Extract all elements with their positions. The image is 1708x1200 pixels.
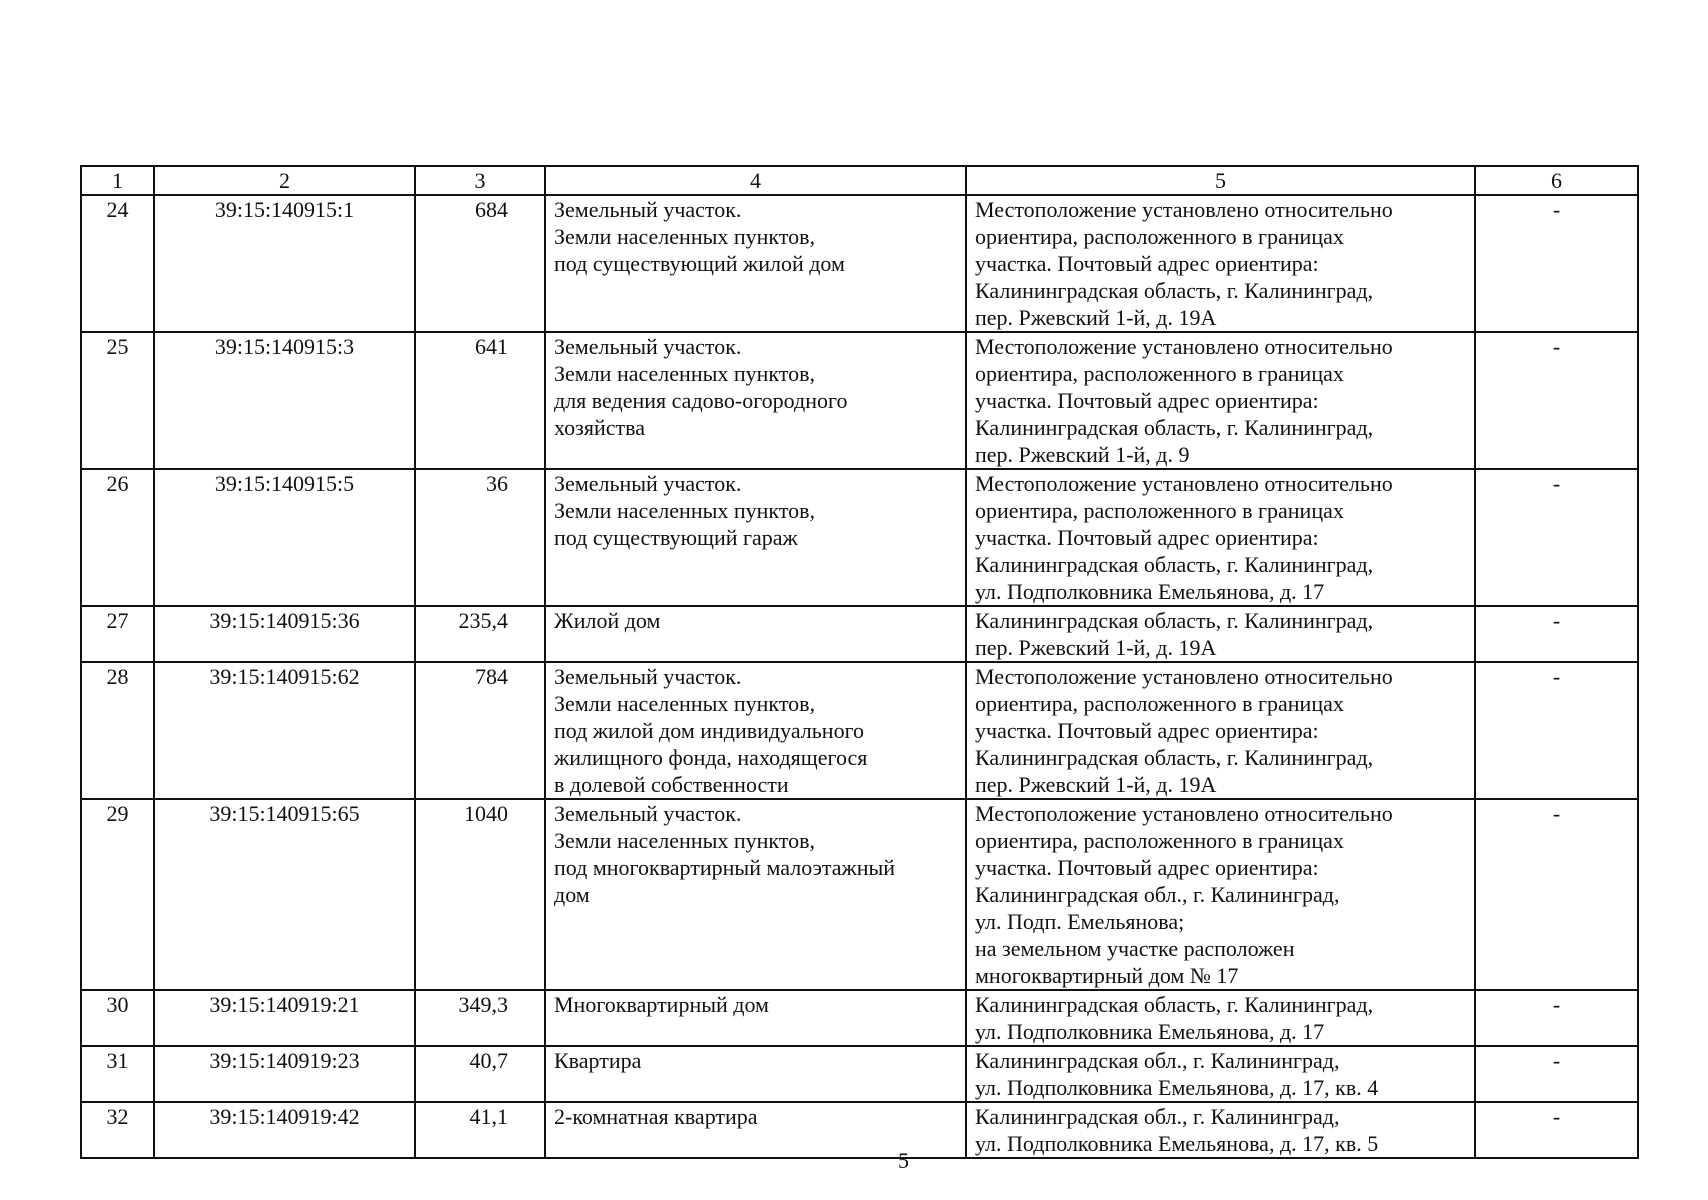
note-value: - [1475,1046,1638,1102]
object-description: Земельный участок. Земли населенных пунктов, под жилой дом индивидуального жилищного фонда, находящегося в долевой собственности [545,662,966,799]
area-value: 41,1 [415,1102,545,1158]
table-row [81,195,1638,332]
table-row [81,606,1638,662]
cadastral-number: 39:15:140915:1 [154,195,415,332]
header-col-1: 1 [81,166,154,195]
area-value: 641 [415,332,545,469]
area-value: 349,3 [415,990,545,1046]
object-description: Жилой дом [545,606,966,662]
object-location: Местоположение установлено относительно ориентира, расположенного в границах участка. Почтовый адрес ориентира: Калининградская обл., г. Калининград, ул. Подп. Емельянова; на земельном участке расположен многоквартирный дом № 17 [966,799,1475,990]
table-row [81,469,1638,606]
note-value: - [1475,799,1638,990]
header-col-3: 3 [415,166,545,195]
note-value: - [1475,662,1638,799]
cadastral-number: 39:15:140915:3 [154,332,415,469]
row-number: 25 [81,332,154,469]
object-location: Местоположение установлено относительно ориентира, расположенного в границах участка. Почтовый адрес ориентира: Калининградская область, г. Калининград, пер. Ржевский 1-й, д. 9 [966,332,1475,469]
header-col-4: 4 [545,166,966,195]
row-number: 31 [81,1046,154,1102]
object-description: Земельный участок. Земли населенных пунктов, под существующий жилой дом [545,195,966,332]
note-value: - [1475,195,1638,332]
object-location: Местоположение установлено относительно ориентира, расположенного в границах участка. Почтовый адрес ориентира: Калининградская область, г. Калининград, пер. Ржевский 1-й, д. 19А [966,662,1475,799]
object-location: Местоположение установлено относительно ориентира, расположенного в границах участка. Почтовый адрес ориентира: Калининградская область, г. Калининград, ул. Подполковника Емельянова, д. 17 [966,469,1475,606]
row-number: 29 [81,799,154,990]
table-row [81,990,1638,1046]
cadastral-number: 39:15:140915:65 [154,799,415,990]
object-description: Многоквартирный дом [545,990,966,1046]
cadastral-number: 39:15:140915:62 [154,662,415,799]
object-location: Калининградская область, г. Калининград, ул. Подполковника Емельянова, д. 17 [966,990,1475,1046]
row-number: 27 [81,606,154,662]
cadastral-number: 39:15:140919:42 [154,1102,415,1158]
row-number: 30 [81,990,154,1046]
note-value: - [1475,332,1638,469]
note-value: - [1475,1102,1638,1158]
area-value: 784 [415,662,545,799]
row-number: 28 [81,662,154,799]
area-value: 684 [415,195,545,332]
object-location: Местоположение установлено относительно ориентира, расположенного в границах участка. Почтовый адрес ориентира: Калининградская область, г. Калининград, пер. Ржевский 1-й, д. 19А [966,195,1475,332]
header-col-6: 6 [1475,166,1638,195]
object-location: Калининградская обл., г. Калининград, ул. Подполковника Емельянова, д. 17, кв. 4 [966,1046,1475,1102]
table-row [81,799,1638,990]
cadastral-number: 39:15:140919:21 [154,990,415,1046]
area-value: 40,7 [415,1046,545,1102]
property-table [80,165,1639,1159]
cadastral-number: 39:15:140915:36 [154,606,415,662]
table-row [81,662,1638,799]
row-number: 32 [81,1102,154,1158]
row-number: 24 [81,195,154,332]
cadastral-number: 39:15:140919:23 [154,1046,415,1102]
object-description: Земельный участок. Земли населенных пунктов, под многоквартирный малоэтажный дом [545,799,966,990]
note-value: - [1475,469,1638,606]
area-value: 36 [415,469,545,606]
header-row [81,166,1638,195]
object-location: Калининградская обл., г. Калининград, ул. Подполковника Емельянова, д. 17, кв. 5 [966,1102,1475,1158]
table-row [81,1046,1638,1102]
header-col-5: 5 [966,166,1475,195]
row-number: 26 [81,469,154,606]
page-footer [0,1148,1708,1178]
area-value: 1040 [415,799,545,990]
object-description: Земельный участок. Земли населенных пунктов, для ведения садово-огородного хозяйства [545,332,966,469]
table-row [81,332,1638,469]
object-description: 2-комнатная квартира [545,1102,966,1158]
note-value: - [1475,990,1638,1046]
object-description: Квартира [545,1046,966,1102]
cadastral-number: 39:15:140915:5 [154,469,415,606]
header-col-2: 2 [154,166,415,195]
area-value: 235,4 [415,606,545,662]
note-value: - [1475,606,1638,662]
page-number: 5 [898,1148,909,1173]
object-description: Земельный участок. Земли населенных пунктов, под существующий гараж [545,469,966,606]
object-location: Калининградская область, г. Калининград, пер. Ржевский 1-й, д. 19А [966,606,1475,662]
